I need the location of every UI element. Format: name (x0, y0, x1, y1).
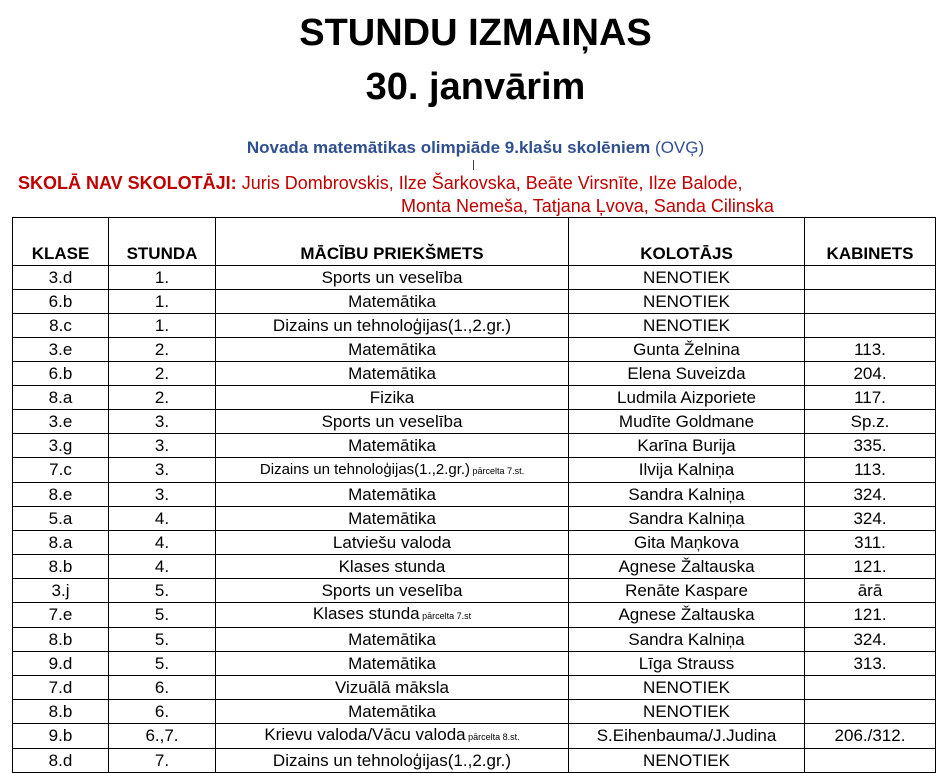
cell-subject (216, 555, 569, 579)
cell-teacher: Ludmila Aizporiete (569, 386, 805, 410)
cell-klase: 8.a (13, 386, 109, 410)
cell-stunda: 5. (109, 628, 216, 652)
cell-stunda: 3. (109, 410, 216, 434)
cell-room: 121. (805, 603, 936, 628)
cell-teacher: Mudīte Goldmane (569, 410, 805, 434)
cell-stunda: 4. (109, 531, 216, 555)
cell-room (805, 749, 936, 773)
cell-klase: 8.a (13, 531, 109, 555)
table-row (13, 676, 936, 700)
page-title: STUNDU IZMAIŅAS (299, 12, 652, 54)
cell-subject (216, 410, 569, 434)
cell-klase: 9.d (13, 652, 109, 676)
subject-text: Vizuālā māksla (334, 677, 450, 697)
cell-stunda: 4. (109, 555, 216, 579)
cell-teacher: Ilvija Kalniņa (569, 458, 805, 483)
cell-stunda: 6. (109, 700, 216, 724)
cell-subject (216, 362, 569, 386)
table-row (13, 507, 936, 531)
cell-room: 324. (805, 628, 936, 652)
cell-klase: 8.e (13, 483, 109, 507)
table-row (13, 700, 936, 724)
cell-stunda: 3. (109, 458, 216, 483)
cell-stunda: 2. (109, 386, 216, 410)
cell-teacher: NENOTIEK (569, 314, 805, 338)
cell-stunda: 6.,7. (109, 724, 216, 749)
cell-klase: 3.e (13, 338, 109, 362)
cell-klase: 8.d (13, 749, 109, 773)
cell-teacher: S.Eihenbauma/J.Judina (569, 724, 805, 749)
cell-subject (216, 579, 569, 603)
cell-room: 206./312. (805, 724, 936, 749)
cell-stunda: 7. (109, 749, 216, 773)
cell-subject (216, 458, 569, 483)
cell-subject (216, 338, 569, 362)
cell-room: 313. (805, 652, 936, 676)
cell-teacher: Karīna Burija (569, 434, 805, 458)
subject-note: pārcelta 7.st. (470, 466, 525, 476)
table-row (13, 314, 936, 338)
subject-note: pārcelta 8.st. (465, 732, 520, 742)
subject-note: pārcelta 7.st (419, 611, 472, 621)
cell-room (805, 266, 936, 290)
cell-klase: 3.j (13, 579, 109, 603)
subject-text: Matemātika (348, 363, 436, 383)
cell-klase: 8.b (13, 700, 109, 724)
table-row (13, 652, 936, 676)
cell-room: 324. (805, 507, 936, 531)
cell-stunda: 5. (109, 652, 216, 676)
table-row (13, 724, 936, 749)
text-cursor (473, 160, 474, 170)
subject-text: Krievu valoda/Vācu valoda (264, 725, 466, 744)
table-row (13, 628, 936, 652)
subject-text: Latviešu valoda (332, 532, 452, 552)
absent-teachers-label: SKOLĀ NAV SKOLOTĀJI: (18, 173, 237, 193)
subject-text: Dizains un tehnoloģijas(1.,2.gr.) (272, 315, 512, 335)
cell-teacher: Sandra Kalniņa (569, 507, 805, 531)
absent-teachers-names-2: Monta Nemeša, Tatjana Ļvova, Sanda Cilinska (401, 196, 774, 216)
cell-teacher: NENOTIEK (569, 266, 805, 290)
cell-stunda: 5. (109, 603, 216, 628)
cell-subject (216, 290, 569, 314)
table-header-row (13, 218, 936, 266)
cell-stunda: 6. (109, 676, 216, 700)
cell-teacher: NENOTIEK (569, 676, 805, 700)
cell-subject (216, 266, 569, 290)
cell-room: 121. (805, 555, 936, 579)
cell-subject (216, 603, 569, 628)
table-row (13, 434, 936, 458)
cell-room: 311. (805, 531, 936, 555)
cell-subject (216, 628, 569, 652)
cell-klase: 8.b (13, 628, 109, 652)
cell-room (805, 290, 936, 314)
table-row (13, 266, 936, 290)
cell-subject (216, 507, 569, 531)
cell-stunda: 1. (109, 314, 216, 338)
cell-stunda: 5. (109, 579, 216, 603)
cell-subject (216, 652, 569, 676)
table-row (13, 458, 936, 483)
header-room: KABINETS (805, 218, 936, 266)
cell-teacher: Agnese Žaltauska (569, 555, 805, 579)
cell-room: 113. (805, 338, 936, 362)
table-row (13, 386, 936, 410)
cell-teacher: Sandra Kalniņa (569, 483, 805, 507)
table-row (13, 290, 936, 314)
subject-text: Matemātika (348, 291, 436, 311)
subject-text: Sports un veselība (321, 411, 463, 431)
cell-subject (216, 531, 569, 555)
cell-klase: 8.c (13, 314, 109, 338)
cell-subject (216, 386, 569, 410)
cell-teacher: Līga Strauss (569, 652, 805, 676)
table-row (13, 603, 936, 628)
cell-stunda: 3. (109, 483, 216, 507)
cell-room: ārā (805, 579, 936, 603)
cell-room: Sp.z. (805, 410, 936, 434)
cell-klase: 8.b (13, 555, 109, 579)
table-row (13, 410, 936, 434)
cell-room: 113. (805, 458, 936, 483)
subject-text: Klases stunda (312, 604, 420, 623)
cell-teacher: Agnese Žaltauska (569, 603, 805, 628)
cell-stunda: 4. (109, 507, 216, 531)
cell-stunda: 1. (109, 266, 216, 290)
header-stunda: STUNDA (109, 218, 216, 266)
table-row (13, 749, 936, 773)
cell-room: 204. (805, 362, 936, 386)
table-row (13, 338, 936, 362)
cell-klase: 3.g (13, 434, 109, 458)
cell-teacher: Gunta Želnina (569, 338, 805, 362)
table-row (13, 483, 936, 507)
table-row (13, 579, 936, 603)
subject-text: Matemātika (348, 339, 436, 359)
subject-text: Matemātika (348, 435, 436, 455)
cell-room (805, 676, 936, 700)
cell-room: 335. (805, 434, 936, 458)
cell-klase: 6.b (13, 290, 109, 314)
subject-text: Sports un veselība (321, 580, 463, 600)
absent-teachers-line1 (18, 173, 743, 194)
cell-subject (216, 700, 569, 724)
cell-subject (216, 724, 569, 749)
subject-text: Matemātika (348, 484, 436, 504)
cell-klase: 6.b (13, 362, 109, 386)
cell-subject (216, 314, 569, 338)
table-row (13, 555, 936, 579)
cell-klase: 3.e (13, 410, 109, 434)
olympiad-notice-org: (OVĢ) (655, 138, 705, 157)
cell-klase: 3.d (13, 266, 109, 290)
subject-text: Sports un veselība (321, 267, 463, 287)
subject-text: Klases stunda (338, 556, 446, 576)
cell-room (805, 314, 936, 338)
table-body (13, 266, 936, 773)
subject-text: Matemātika (348, 508, 436, 528)
cell-stunda: 3. (109, 434, 216, 458)
olympiad-notice-text: Novada matemātikas olimpiāde 9.klašu skolēniem (246, 138, 651, 157)
subject-text: Matemātika (348, 701, 436, 721)
cell-teacher: NENOTIEK (569, 700, 805, 724)
cell-teacher: Gita Maņkova (569, 531, 805, 555)
cell-room: 324. (805, 483, 936, 507)
schedule-changes-table (12, 217, 936, 773)
cell-klase: 5.a (13, 507, 109, 531)
subject-text: Matemātika (348, 629, 436, 649)
subject-text: Dizains un tehnoloģijas(1.,2.gr.) (259, 461, 471, 478)
cell-room: 117. (805, 386, 936, 410)
cell-subject (216, 676, 569, 700)
cell-subject (216, 434, 569, 458)
cell-klase: 9.b (13, 724, 109, 749)
cell-klase: 7.e (13, 603, 109, 628)
cell-klase: 7.d (13, 676, 109, 700)
cell-stunda: 1. (109, 290, 216, 314)
table-row (13, 531, 936, 555)
cell-teacher: Sandra Kalniņa (569, 628, 805, 652)
absent-teachers-names-1: Juris Dombrovskis, Ilze Šarkovska, Beāte Virsnīte, Ilze Balode, (241, 173, 743, 193)
cell-teacher: NENOTIEK (569, 749, 805, 773)
subject-text: Fizika (369, 387, 415, 407)
cell-teacher: Renāte Kaspare (569, 579, 805, 603)
header-klase: KLASE (13, 218, 109, 266)
cell-teacher: Elena Suveizda (569, 362, 805, 386)
subject-text: Dizains un tehnoloģijas(1.,2.gr.) (272, 750, 512, 770)
cell-subject (216, 749, 569, 773)
subject-text: Matemātika (348, 653, 436, 673)
cell-klase: 7.c (13, 458, 109, 483)
cell-room (805, 700, 936, 724)
header-teacher: KOLOTĀJS (569, 218, 805, 266)
cell-stunda: 2. (109, 362, 216, 386)
table-row (13, 362, 936, 386)
header-subject: MĀCĪBU PRIEKŠMETS (216, 218, 569, 266)
olympiad-notice (0, 138, 951, 158)
page-date: 30. janvārim (365, 66, 586, 108)
cell-stunda: 2. (109, 338, 216, 362)
cell-teacher: NENOTIEK (569, 290, 805, 314)
cell-subject (216, 483, 569, 507)
